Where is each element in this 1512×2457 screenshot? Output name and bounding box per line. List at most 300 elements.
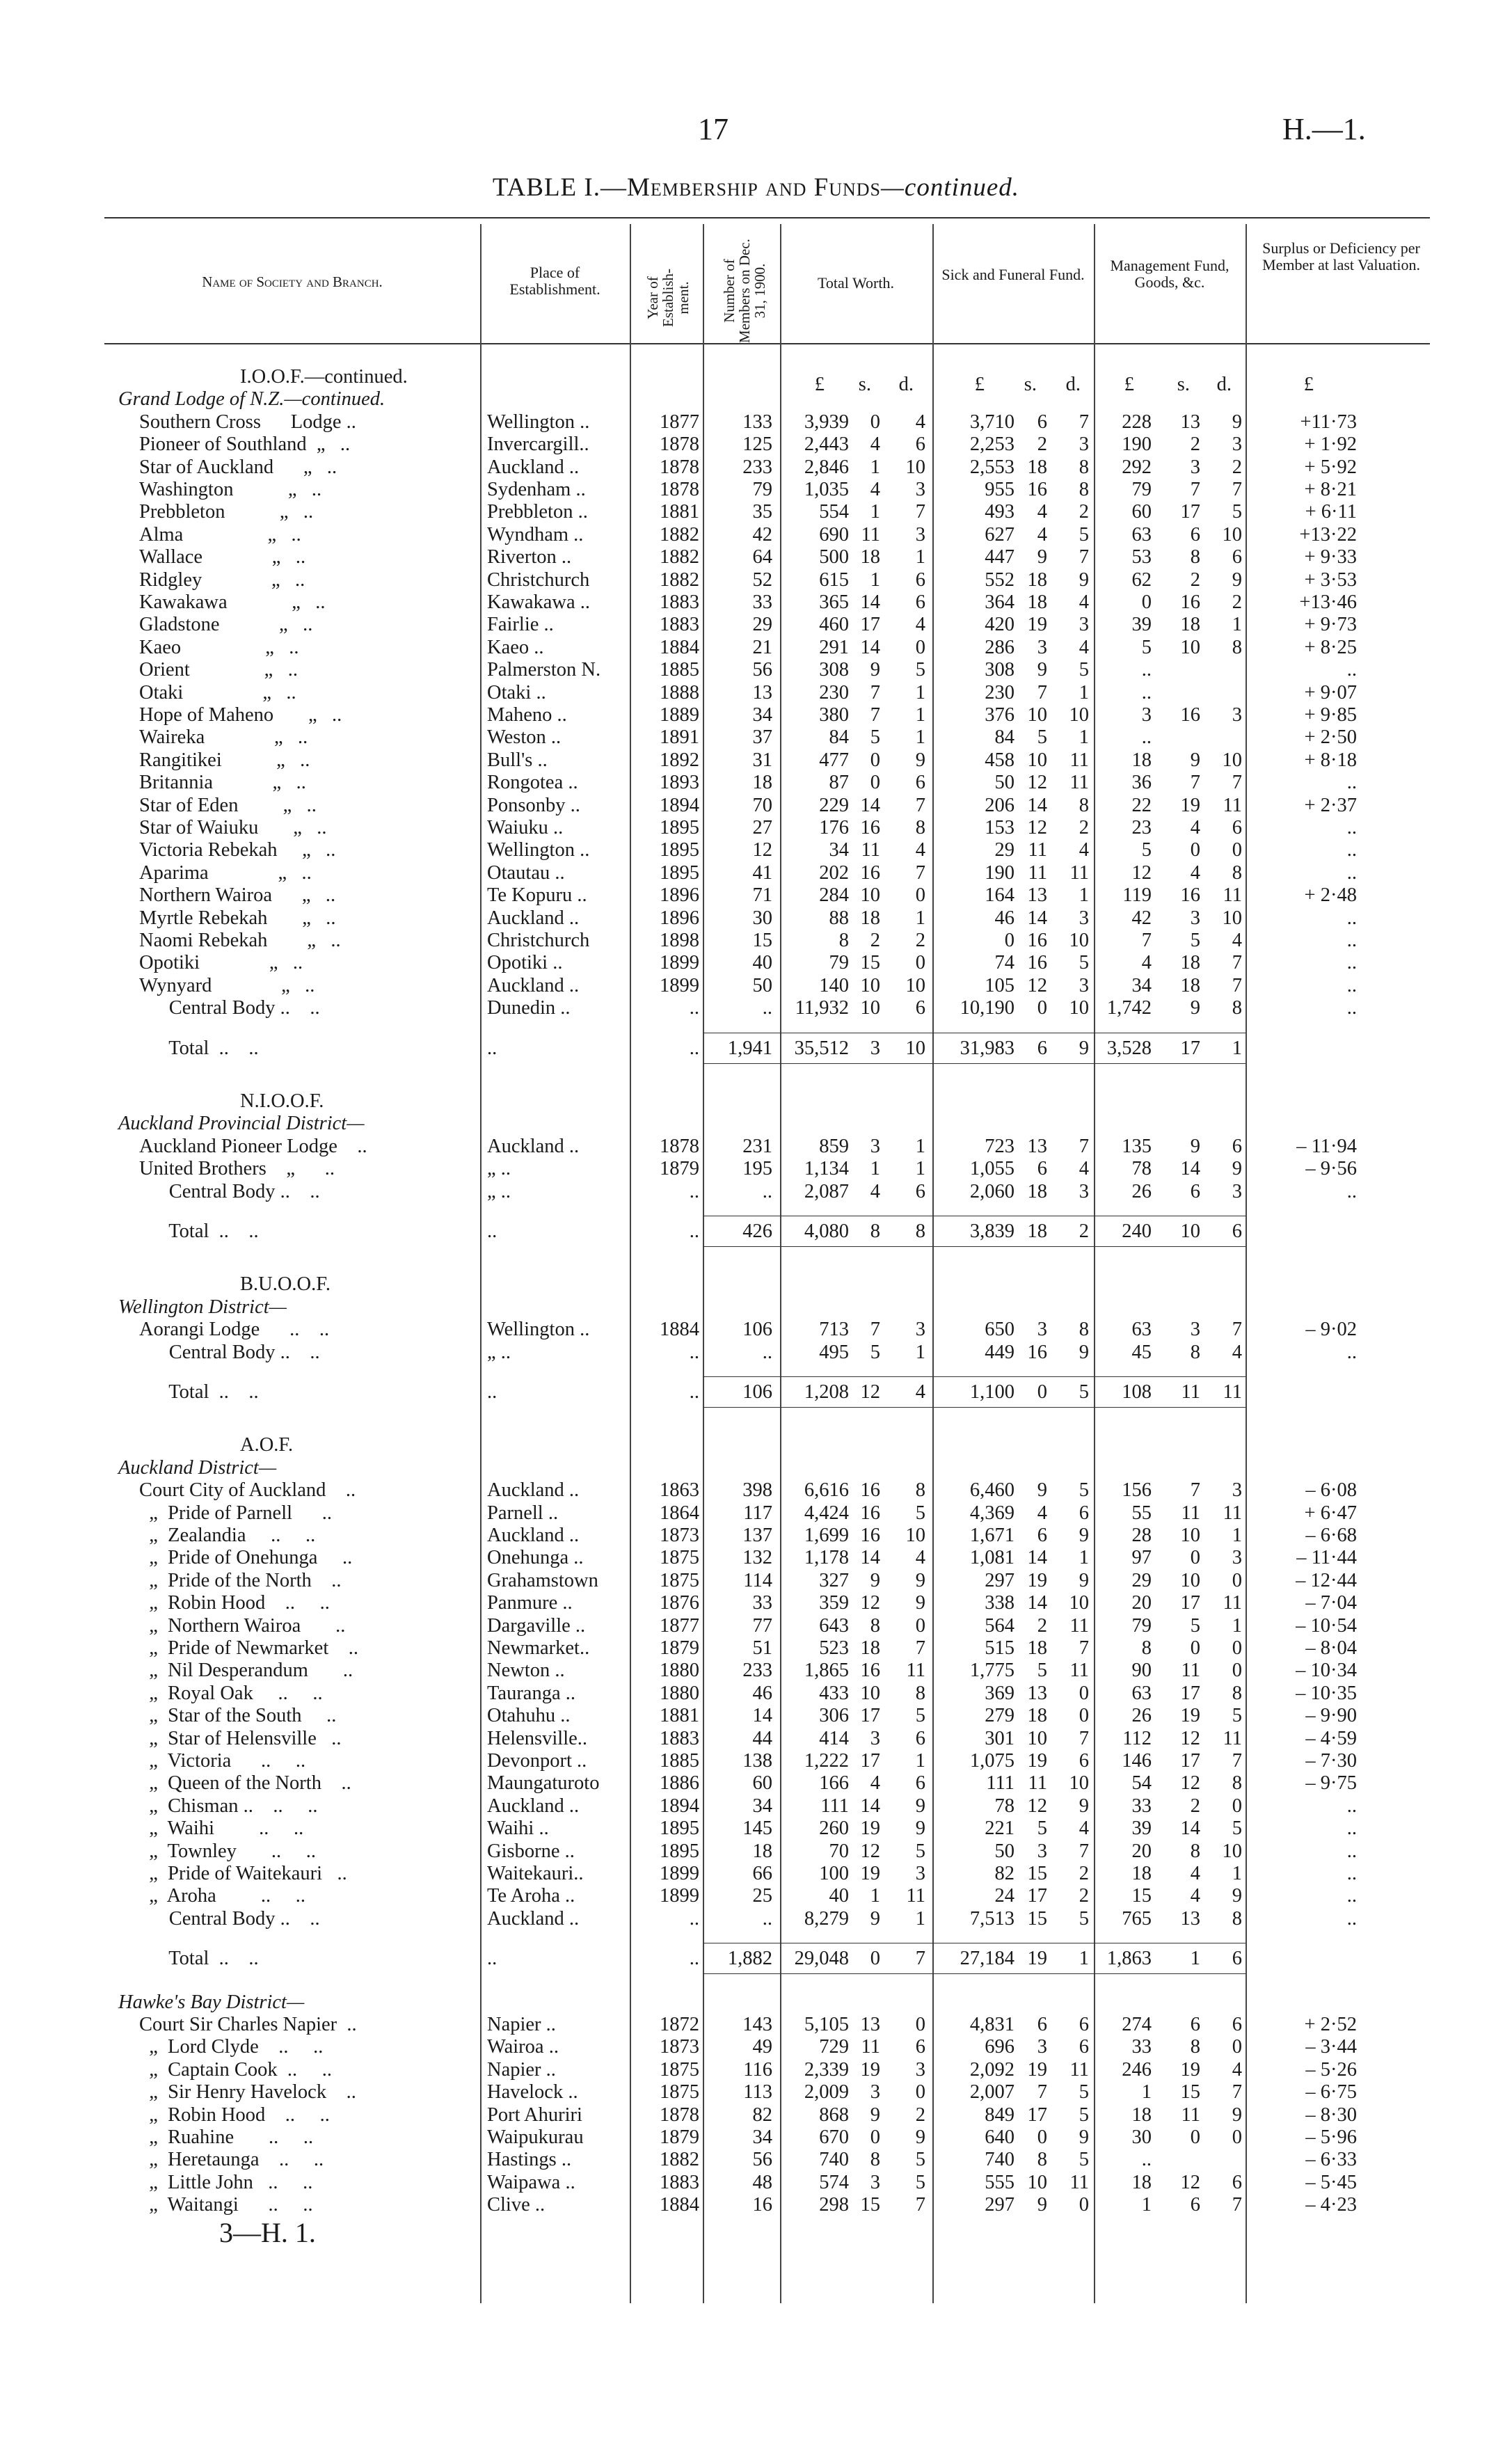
worth-shillings: 18 [860,546,880,568]
worth-pounds: 284 [819,884,849,907]
worth-pence: 7 [915,2194,925,2216]
worth-pounds: 690 [819,523,849,546]
sick-pence: 9 [1079,1037,1089,1059]
year: 1880 [660,1682,699,1704]
year: 1895 [660,861,699,884]
members: 64 [752,546,772,568]
sick-shillings: 2 [1037,1614,1047,1637]
unit-label: £ [974,374,985,395]
members: 46 [752,1682,772,1704]
worth-pounds: 4,080 [804,1220,849,1242]
mgmt-pounds: 79 [1131,479,1152,500]
mgmt-pence: 9 [1232,1158,1242,1180]
worth-shillings: 10 [860,974,880,996]
sick-pounds: 221 [985,1818,1014,1840]
place: Dunedin .. [487,997,571,1019]
worth-pence: 3 [915,479,925,500]
sick-shillings: 0 [1037,1381,1047,1403]
year: 1884 [660,1319,699,1341]
branch-name: „ Queen of the North .. [139,1772,351,1795]
worth-pence: 4 [915,1381,925,1403]
branch-name: Wynyard „ .. [139,974,315,996]
surplus: – 6·33 [1305,2149,1357,2171]
mgmt-shillings: 17 [1180,501,1200,523]
worth-pence: 3 [915,1319,925,1341]
surplus: – 8·30 [1305,2104,1357,2126]
mgmt-pounds: 5 [1141,839,1152,861]
mgmt-pounds: 36 [1131,772,1152,794]
surplus: + 3·53 [1304,568,1357,591]
place: Waiuku .. [487,817,564,838]
mgmt-pence: 9 [1232,1885,1242,1907]
mgmt-shillings: 12 [1180,1772,1200,1795]
worth-shillings: 14 [860,1547,880,1569]
worth-pounds: 5,105 [804,2014,849,2035]
section-heading: A.O.F. [240,1434,294,1456]
sick-shillings: 11 [1028,861,1047,884]
worth-shillings: 1 [870,1885,880,1907]
sick-pounds: 297 [985,2194,1014,2216]
worth-pence: 0 [915,1614,925,1637]
branch-name: „ Zealandia .. .. [139,1525,316,1546]
worth-pence: 3 [915,1863,925,1884]
sick-shillings: 14 [1027,1592,1047,1614]
sick-pounds: 3,839 [969,1220,1014,1242]
unit-label: d. [898,374,914,395]
column-divider [630,224,631,2303]
sick-pence: 10 [1069,1772,1089,1795]
sick-shillings: 19 [1027,2058,1047,2081]
mgmt-pence: 0 [1232,1637,1242,1659]
sick-pounds: 10,190 [960,997,1014,1019]
worth-pence: 1 [915,1907,925,1930]
members: 49 [752,2036,772,2058]
worth-shillings: 1 [870,456,880,478]
mgmt-pence: 2 [1232,456,1242,478]
worth-pounds: 8 [838,930,849,951]
sick-shillings: 5 [1037,1660,1047,1682]
sick-pence: 6 [1079,2036,1089,2058]
members: 145 [742,1818,772,1840]
sick-shillings: 5 [1037,726,1047,749]
column-divider [703,224,704,2303]
sick-shillings: 12 [1027,974,1047,996]
mgmt-pence: 3 [1232,1479,1242,1502]
worth-shillings: 12 [860,1592,880,1614]
mgmt-pounds: 146 [1122,1750,1152,1772]
sick-pence: 7 [1079,1637,1089,1659]
sick-shillings: 6 [1037,1158,1047,1180]
sick-pence: 9 [1079,2126,1089,2148]
place: Kaeo .. [487,636,544,658]
sick-pence: 10 [1069,704,1089,726]
sick-pence: 3 [1079,434,1089,456]
worth-pounds: 868 [819,2104,849,2126]
surplus: .. [1346,1180,1357,1202]
worth-pence: 7 [915,1637,925,1659]
year: 1899 [660,1863,699,1884]
year: 1885 [660,659,699,681]
mgmt-pence: 11 [1223,1592,1242,1614]
mgmt-pence: 7 [1232,2194,1242,2216]
mgmt-pence: 10 [1222,749,1242,771]
sick-pence: 4 [1079,1158,1089,1180]
place: Auckland .. [487,1795,580,1817]
mgmt-shillings: 4 [1190,817,1200,838]
worth-pounds: 100 [819,1863,849,1884]
mgmt-shillings: 10 [1180,1569,1200,1591]
mgmt-pounds: 26 [1131,1705,1152,1727]
sick-pounds: 1,081 [969,1547,1014,1569]
mgmt-pence: 7 [1232,974,1242,996]
sick-shillings: 12 [1027,1795,1047,1817]
place: Christchurch [487,930,590,951]
year: 1872 [660,2014,699,2035]
year: 1878 [660,434,699,456]
year: 1895 [660,839,699,861]
mgmt-pence: 11 [1223,1502,1242,1524]
mgmt-pounds: 97 [1131,1547,1152,1569]
sick-shillings: 19 [1027,1948,1047,1970]
sick-pence: 1 [1079,681,1089,703]
surplus: – 6·08 [1305,1479,1357,1502]
sick-shillings: 0 [1037,2126,1047,2148]
worth-pounds: 35,512 [794,1037,849,1059]
sick-pounds: 78 [994,1795,1014,1817]
place: Parnell .. [487,1502,559,1524]
worth-shillings: 2 [870,930,880,951]
mgmt-shillings: 8 [1190,1840,1200,1862]
worth-shillings: 10 [860,884,880,907]
mgmt-shillings: 7 [1190,1479,1200,1502]
year: 1879 [660,1637,699,1659]
mgmt-pence: 6 [1232,1135,1242,1157]
mgmt-pence: 8 [1232,1907,1242,1930]
worth-pounds: 2,846 [804,456,849,478]
worth-pence: 8 [915,1479,925,1502]
sick-shillings: 6 [1037,2014,1047,2035]
worth-pounds: 229 [819,794,849,816]
place: Wellington .. [487,1319,590,1341]
branch-name: „ Heretaunga .. .. [139,2149,324,2171]
mgmt-pounds: 39 [1131,614,1152,636]
sick-pence: 5 [1079,952,1089,974]
place: Auckland .. [487,1525,580,1546]
header-bottom-rule [104,343,1430,344]
year: .. [689,1037,699,1059]
sick-pounds: 190 [985,861,1014,884]
worth-shillings: 7 [870,681,880,703]
branch-name: Aorangi Lodge .. .. [139,1319,330,1341]
sick-shillings: 16 [1027,930,1047,951]
members: 70 [752,794,772,816]
members: 37 [752,726,772,749]
mgmt-shillings: 18 [1180,974,1200,996]
mgmt-pounds: 18 [1131,749,1152,771]
worth-pounds: 29,048 [794,1948,849,1970]
sick-pounds: 364 [985,591,1014,613]
table-title [0,173,1512,202]
place: Hastings .. [487,2149,572,2171]
place: Otahuhu .. [487,1705,571,1727]
sick-pounds: 493 [985,501,1014,523]
sick-shillings: 9 [1037,546,1047,568]
year: 1882 [660,523,699,546]
surplus: +13·22 [1299,523,1357,546]
worth-shillings: 18 [860,907,880,929]
year: 1892 [660,749,699,771]
worth-pence: 0 [915,2014,925,2035]
surplus: + 6·11 [1305,501,1357,523]
surplus: – 9·02 [1305,1319,1357,1341]
mgmt-pence: 6 [1232,2171,1242,2193]
column-header-sick-fund: Sick and Funeral Fund. [941,266,1085,283]
worth-pence: 6 [915,1772,925,1795]
sick-shillings: 6 [1037,411,1047,433]
worth-shillings: 5 [870,1341,880,1363]
mgmt-shillings: 18 [1180,952,1200,974]
sick-pence: 3 [1079,614,1089,636]
place: „ .. [487,1341,511,1363]
branch-name: Waireka „ .. [139,726,308,749]
members: 15 [752,930,772,951]
worth-pence: 9 [915,1795,925,1817]
mgmt-pence: 2 [1232,591,1242,613]
branch-name: Central Body .. .. [139,1180,320,1202]
mgmt-shillings: 0 [1190,1637,1200,1659]
sick-pounds: 2,253 [969,434,1014,456]
sick-pounds: 105 [985,974,1014,996]
surplus: .. [1346,907,1357,929]
worth-pounds: 729 [819,2036,849,2058]
mgmt-shillings: 6 [1190,523,1200,546]
worth-shillings: 11 [861,2036,880,2058]
sick-pounds: 740 [985,2149,1014,2171]
year: 1882 [660,2149,699,2171]
branch-name: „ Pride of the North .. [139,1569,342,1591]
surplus: .. [1346,1863,1357,1884]
surplus: – 8·04 [1305,1637,1357,1659]
sick-pence: 3 [1079,974,1089,996]
surplus: – 3·44 [1305,2036,1357,2058]
sick-pence: 5 [1079,2081,1089,2104]
year: 1882 [660,568,699,591]
members: 44 [752,1727,772,1749]
branch-name: „ Waitangi .. .. [139,2194,313,2216]
members: 40 [752,952,772,974]
sick-pence: 4 [1079,839,1089,861]
surplus: + 9·33 [1304,546,1357,568]
members: 116 [743,2058,772,2081]
branch-name: Auckland Pioneer Lodge .. [139,1135,367,1157]
worth-shillings: 1 [870,568,880,591]
place: Wairoa .. [487,2036,559,2058]
branch-name: „ Northern Wairoa .. [139,1614,346,1637]
mgmt-shillings: 12 [1180,1727,1200,1749]
mgmt-pounds: 108 [1122,1381,1152,1403]
worth-pence: 4 [915,411,925,433]
members: 137 [742,1525,772,1546]
mgmt-pounds: 15 [1131,1885,1152,1907]
worth-pence: 1 [915,1341,925,1363]
year: .. [689,1220,699,1242]
sick-pence: 7 [1079,1840,1089,1862]
mgmt-pounds: 55 [1131,1502,1152,1524]
year: 1864 [660,1502,699,1524]
place: .. [487,1381,498,1403]
worth-shillings: 4 [870,1180,880,1202]
sick-pence: 1 [1079,1547,1089,1569]
worth-pounds: 88 [829,907,849,929]
sick-pence: 1 [1079,1948,1089,1970]
sick-pence: 5 [1079,1907,1089,1930]
total-rule-bottom [703,1973,1246,1974]
mgmt-shillings: 16 [1180,591,1200,613]
column-header-members: Number of Members on Dec. 31, 1900. [721,239,768,343]
surplus: – 11·94 [1296,1135,1357,1157]
worth-pence: 6 [915,1180,925,1202]
mgmt-pounds: 765 [1122,1907,1152,1930]
place: Auckland .. [487,974,580,996]
sick-shillings: 17 [1027,2104,1047,2126]
mgmt-pence: 10 [1222,907,1242,929]
branch-name: „ Star of the South .. [139,1705,337,1727]
mgmt-pence: 7 [1232,2081,1242,2104]
mgmt-pence: 11 [1223,1381,1242,1403]
members: 33 [752,1592,772,1614]
mgmt-pence: 8 [1232,861,1242,884]
total-rule-bottom [703,1063,1246,1064]
worth-pounds: 1,699 [804,1525,849,1546]
worth-pounds: 380 [819,704,849,726]
mgmt-shillings: 4 [1190,1863,1200,1884]
place: .. [487,1037,498,1059]
worth-pence: 5 [915,2171,925,2193]
sick-pence: 11 [1069,749,1089,771]
mgmt-pounds: 1 [1141,2081,1152,2104]
worth-pence: 1 [915,726,925,749]
worth-shillings: 0 [870,411,880,433]
sick-pounds: 376 [985,704,1014,726]
members: 16 [752,2194,772,2216]
sick-pounds: 338 [985,1592,1014,1614]
sick-pounds: 2,060 [969,1180,1014,1202]
branch-name: „ Waihi .. .. [139,1818,304,1840]
year: 1877 [660,411,699,433]
worth-pounds: 306 [819,1705,849,1727]
branch-name: Orient „ .. [139,659,298,681]
surplus: – 9·56 [1305,1158,1357,1180]
sick-pounds: 2,007 [969,2081,1014,2104]
branch-name: Naomi Rebekah „ .. [139,930,341,951]
sick-shillings: 9 [1037,2194,1047,2216]
members: 114 [743,1569,772,1591]
place: Sydenham .. [487,479,586,500]
worth-pence: 8 [915,817,925,838]
mgmt-pounds: 63 [1131,1319,1152,1341]
sick-pounds: 555 [985,2171,1014,2193]
sick-pounds: 29 [994,839,1014,861]
mgmt-pence: 3 [1232,1180,1242,1202]
column-header-place: Place of Establishment. [509,264,600,298]
place: Auckland .. [487,1479,580,1502]
branch-name: Aparima „ .. [139,861,312,884]
year: 1877 [660,1614,699,1637]
members: 50 [752,974,772,996]
year: 1889 [660,704,699,726]
year: 1886 [660,1772,699,1795]
worth-pence: 1 [915,907,925,929]
sick-pence: 5 [1079,659,1089,681]
sick-pence: 2 [1079,501,1089,523]
branch-name: Victoria Rebekah „ .. [139,839,336,861]
sick-pence: 9 [1079,1341,1089,1363]
mgmt-pence: 6 [1232,546,1242,568]
branch-name: „ Aroha .. .. [139,1885,306,1907]
mgmt-pounds: .. [1141,659,1152,681]
place: Wellington .. [487,411,590,433]
year: 1896 [660,884,699,907]
branch-name: Hope of Maheno „ .. [139,704,342,726]
branch-name: „ Pride of Onehunga .. [139,1547,353,1569]
mgmt-shillings: 11 [1181,2104,1200,2126]
place: Prebbleton .. [487,501,588,523]
worth-shillings: 9 [870,2104,880,2126]
worth-shillings: 10 [860,997,880,1019]
mgmt-pounds: 79 [1131,1614,1152,1637]
mgmt-pence: 6 [1232,817,1242,838]
worth-pence: 1 [915,681,925,703]
worth-shillings: 16 [860,1525,880,1546]
branch-name: Total .. .. [139,1037,259,1059]
members: .. [762,1180,772,1202]
sick-pence: 0 [1079,1682,1089,1704]
members: 21 [752,636,772,658]
worth-pounds: 1,208 [804,1381,849,1403]
worth-pounds: 1,222 [804,1750,849,1772]
mgmt-pence: 3 [1232,434,1242,456]
district-heading: Hawke's Bay District— [118,1991,305,2013]
sick-shillings: 3 [1037,1840,1047,1862]
unit-label: s. [1177,374,1190,395]
mgmt-pounds: 90 [1131,1660,1152,1682]
worth-shillings: 3 [870,1727,880,1749]
surplus: +13·46 [1299,591,1357,613]
worth-pounds: 3,939 [804,411,849,433]
worth-pounds: 260 [819,1818,849,1840]
branch-name: Gladstone „ .. [139,614,313,636]
worth-pounds: 2,009 [804,2081,849,2104]
surplus: + 8·25 [1304,636,1357,658]
mgmt-shillings: 17 [1180,1682,1200,1704]
place: „ .. [487,1180,511,1202]
branch-name: „ Robin Hood .. .. [139,1592,330,1614]
worth-shillings: 9 [870,1569,880,1591]
mgmt-pounds: 33 [1131,1795,1152,1817]
sick-shillings: 19 [1027,1569,1047,1591]
members: 13 [752,681,772,703]
sick-pence: 0 [1079,1705,1089,1727]
mgmt-shillings: 3 [1190,1319,1200,1341]
branch-name: Southern Cross Lodge .. [139,411,356,433]
worth-pounds: 84 [829,726,849,749]
year: 1895 [660,1840,699,1862]
worth-pounds: 1,035 [804,479,849,500]
mgmt-shillings: 19 [1180,794,1200,816]
worth-pence: 7 [915,501,925,523]
sick-shillings: 13 [1027,884,1047,907]
members: 29 [752,614,772,636]
